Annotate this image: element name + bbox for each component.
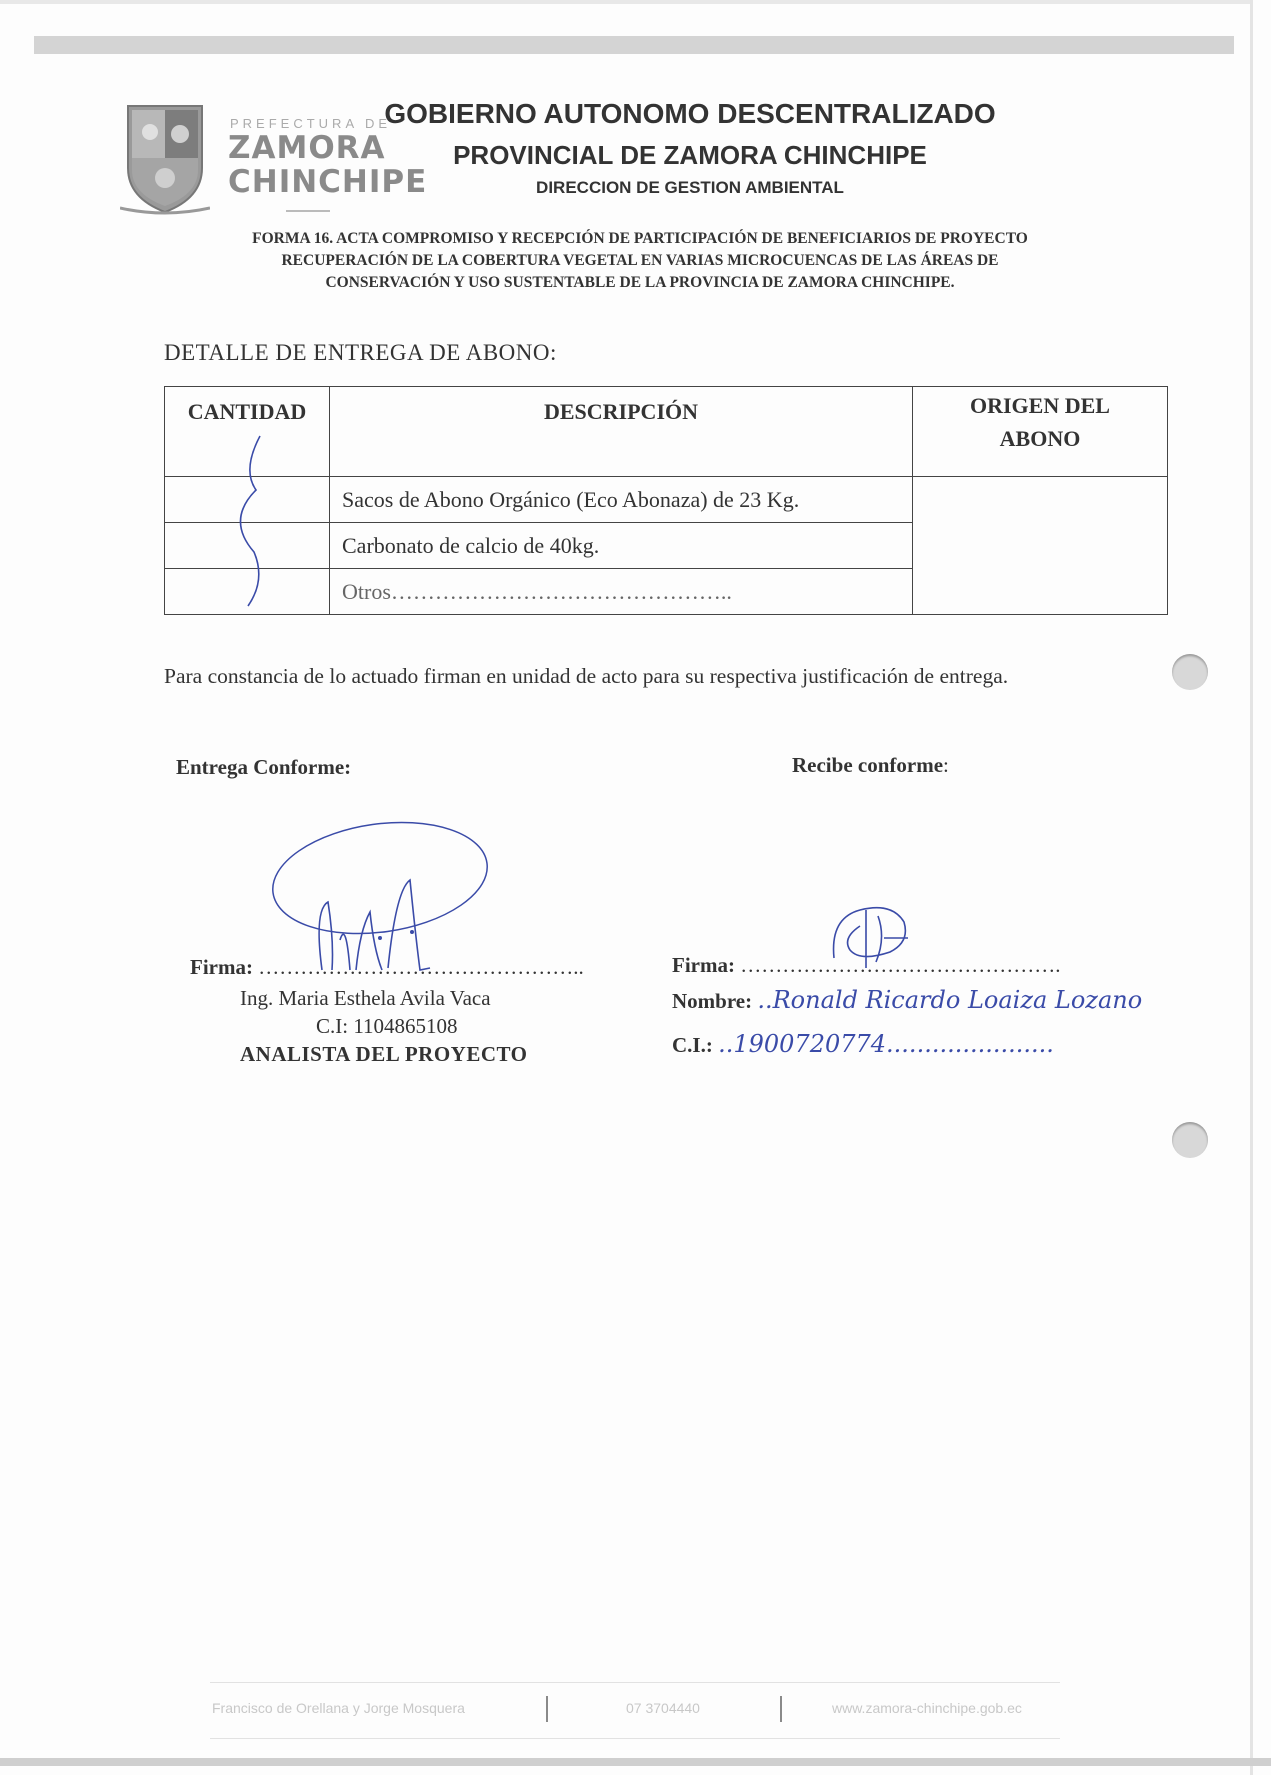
table-cell-descripcion: Carbonato de calcio de 40kg.	[330, 523, 913, 569]
punch-hole-bottom	[1172, 1122, 1208, 1158]
table-cell-origen	[913, 477, 1168, 615]
handwritten-brace-mark	[220, 430, 280, 610]
forma-line3: CONSERVACIÓN Y USO SUSTENTABLE DE LA PROVINCIA DE ZAMORA CHINCHIPE.	[325, 274, 955, 291]
column-header-origen-text: ORIGEN DEL ABONO	[970, 393, 1110, 451]
table-cell-descripcion: Otros………………………………………..	[330, 569, 913, 615]
entrega-firma-dots: ………………………………………..	[258, 955, 584, 979]
scan-bar	[34, 36, 1234, 54]
recibe-firma	[672, 953, 1060, 978]
recibe-heading-text: Recibe conforme	[792, 753, 944, 777]
scan-edge-bottom	[0, 1758, 1271, 1766]
header-title-line1: GOBIERNO AUTONOMO DESCENTRALIZADO	[384, 98, 996, 129]
column-header-origen	[913, 387, 1168, 477]
recibe-nombre-label: Nombre:	[672, 989, 753, 1013]
footer-website: www.zamora-chinchipe.gob.ec	[832, 1700, 1022, 1716]
forma-line1: FORMA 16. ACTA COMPROMISO Y RECEPCIÓN DE PARTICIPACIÓN DE BENEFICIARIOS DE PROYECTO	[252, 230, 1028, 247]
header-title-line2: PROVINCIAL DE ZAMORA CHINCHIPE	[453, 140, 927, 170]
footer-separator	[780, 1696, 782, 1722]
entrega-firma	[190, 955, 584, 980]
recibe-firma-label: Firma:	[672, 953, 735, 977]
delivery-table	[164, 386, 1168, 615]
scan-edge-top	[0, 0, 1250, 4]
column-header-cantidad: CANTIDAD	[165, 387, 330, 477]
brand-name-line2: CHINCHIPE	[228, 164, 428, 200]
brand-small-text: PREFECTURA DE	[230, 116, 392, 131]
footer-phone: 07 3704440	[626, 1700, 700, 1716]
recibe-firma-dots: ……………………………………….	[740, 953, 1061, 977]
header-title-line3: DIRECCION DE GESTION AMBIENTAL	[536, 178, 844, 197]
recibe-heading-colon: :	[943, 753, 949, 777]
entrega-ci: C.I: 1104865108	[316, 1014, 458, 1038]
recibe-ci-handwritten: ..1900720774......................	[718, 1030, 1054, 1058]
entrega-cargo: ANALISTA DEL PROYECTO	[240, 1042, 528, 1066]
footer-separator	[546, 1696, 548, 1722]
scan-edge-right	[1250, 0, 1253, 1775]
entrega-nombre: Ing. Maria Esthela Avila Vaca	[240, 986, 491, 1010]
recibe-nombre-handwritten: ..Ronald Ricardo Loaiza Lozano	[757, 986, 1143, 1014]
brand-divider	[286, 210, 330, 212]
table-cell-descripcion: Sacos de Abono Orgánico (Eco Abonaza) de 23 Kg.	[330, 477, 913, 523]
recibe-nombre	[672, 986, 1142, 1014]
table-row	[165, 477, 1168, 523]
footer-address: Francisco de Orellana y Jorge Mosquera	[212, 1700, 465, 1716]
forma-line2: RECUPERACIÓN DE LA COBERTURA VEGETAL EN VARIAS MICROCUENCAS DE LAS ÁREAS DE	[281, 252, 999, 269]
footer-rule-top	[210, 1682, 1060, 1683]
constancia-text: Para constancia de lo actuado firman en unidad de acto para su respectiva justificación de entrega.	[164, 664, 1009, 688]
punch-hole-top	[1172, 654, 1208, 690]
entrega-firma-label: Firma:	[190, 955, 253, 979]
recibe-ci-label: C.I.:	[672, 1033, 713, 1057]
prefecture-shield-logo	[120, 98, 210, 216]
forma-title	[150, 228, 1130, 294]
recibe-ci	[672, 1030, 1054, 1058]
footer-rule-bottom	[210, 1738, 1060, 1739]
entrega-heading: Entrega Conforme:	[176, 755, 352, 779]
table-header-row	[165, 387, 1168, 477]
brand-name-line1: ZAMORA	[228, 130, 386, 166]
column-header-descripcion: DESCRIPCIÓN	[330, 387, 913, 477]
recibe-heading	[792, 753, 949, 778]
section-title: DETALLE DE ENTREGA DE ABONO:	[164, 340, 557, 365]
